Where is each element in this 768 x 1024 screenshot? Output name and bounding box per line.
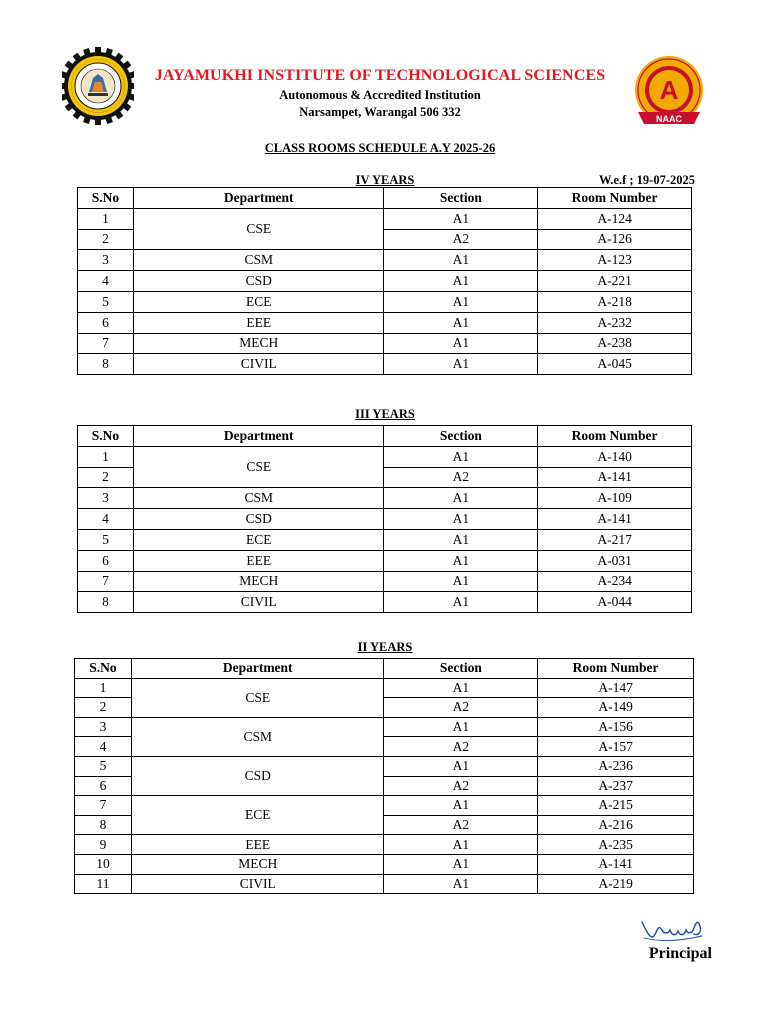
- room-number-cell: A-235: [538, 835, 694, 855]
- room-number-cell: A-141: [538, 854, 694, 874]
- table-row: [78, 333, 692, 354]
- institution-logo: [62, 46, 134, 126]
- schedule-table-iii-years: [77, 425, 692, 613]
- section-cell: A1: [384, 717, 538, 737]
- room-number-cell: A-123: [538, 250, 692, 271]
- room-number-cell: A-109: [538, 488, 692, 509]
- section-cell: A1: [384, 250, 538, 271]
- serial-number-cell: 6: [78, 312, 134, 333]
- department-cell: CSD: [131, 756, 384, 795]
- column-header: Department: [133, 426, 384, 447]
- serial-number-cell: 1: [78, 446, 134, 467]
- institution-subtitle: Autonomous & Accredited Institution: [279, 88, 481, 102]
- serial-number-cell: 8: [78, 592, 134, 613]
- table-header-row: [78, 188, 692, 209]
- department-cell: EEE: [133, 550, 384, 571]
- department-cell: CIVIL: [133, 592, 384, 613]
- room-number-cell: A-237: [538, 776, 694, 796]
- section-cell: A1: [384, 529, 538, 550]
- column-header: S.No: [78, 426, 134, 447]
- table-row: [75, 854, 694, 874]
- schedule-title-ii-years: II YEARS: [357, 640, 413, 654]
- table-row: [75, 835, 694, 855]
- column-header: S.No: [75, 659, 132, 679]
- table-row: [78, 271, 692, 292]
- section-cell: A1: [384, 854, 538, 874]
- room-number-cell: A-216: [538, 815, 694, 835]
- department-cell: CSM: [133, 488, 384, 509]
- table-row: [75, 796, 694, 816]
- room-number-cell: A-156: [538, 717, 694, 737]
- serial-number-cell: 6: [75, 776, 132, 796]
- table-row: [78, 488, 692, 509]
- column-header: Department: [131, 659, 384, 679]
- section-cell: A1: [384, 509, 538, 530]
- serial-number-cell: 4: [78, 271, 134, 292]
- department-cell: CSM: [131, 717, 384, 756]
- table-row: [78, 529, 692, 550]
- section-cell: A1: [384, 550, 538, 571]
- section-cell: A1: [384, 446, 538, 467]
- room-number-cell: A-234: [538, 571, 692, 592]
- serial-number-cell: 7: [78, 333, 134, 354]
- section-cell: A1: [384, 835, 538, 855]
- column-header: Room Number: [538, 426, 692, 447]
- room-number-cell: A-031: [538, 550, 692, 571]
- table-row: [78, 312, 692, 333]
- section-cell: A1: [384, 756, 538, 776]
- section-cell: A2: [384, 467, 538, 488]
- room-number-cell: A-157: [538, 737, 694, 757]
- table-row: [78, 509, 692, 530]
- naac-label: NAAC: [656, 114, 682, 124]
- institution-name: JAYAMUKHI INSTITUTE OF TECHNOLOGICAL SCIENCES: [154, 67, 606, 84]
- table-row: [75, 717, 694, 737]
- column-header: Section: [384, 426, 538, 447]
- serial-number-cell: 3: [78, 488, 134, 509]
- room-number-cell: A-147: [538, 678, 694, 698]
- column-header: Section: [384, 188, 538, 209]
- serial-number-cell: 4: [78, 509, 134, 530]
- serial-number-cell: 8: [75, 815, 132, 835]
- department-cell: MECH: [133, 333, 384, 354]
- table-row: [75, 756, 694, 776]
- room-number-cell: A-236: [538, 756, 694, 776]
- room-number-cell: A-219: [538, 874, 694, 894]
- serial-number-cell: 7: [75, 796, 132, 816]
- serial-number-cell: 5: [78, 529, 134, 550]
- section-cell: A1: [384, 488, 538, 509]
- serial-number-cell: 6: [78, 550, 134, 571]
- department-cell: EEE: [131, 835, 384, 855]
- table-header-row: [78, 426, 692, 447]
- department-cell: CSE: [133, 208, 384, 250]
- room-number-cell: A-217: [538, 529, 692, 550]
- serial-number-cell: 2: [75, 698, 132, 718]
- section-cell: A1: [384, 354, 538, 375]
- room-number-cell: A-221: [538, 271, 692, 292]
- serial-number-cell: 3: [78, 250, 134, 271]
- column-header: Department: [133, 188, 384, 209]
- table-row: [78, 250, 692, 271]
- section-cell: A1: [384, 874, 538, 894]
- section-cell: A1: [384, 312, 538, 333]
- serial-number-cell: 4: [75, 737, 132, 757]
- serial-number-cell: 2: [78, 229, 134, 250]
- room-number-cell: A-215: [538, 796, 694, 816]
- department-cell: ECE: [131, 796, 384, 835]
- table-row: [75, 678, 694, 698]
- schedule-title-iv-years: IV YEARS: [355, 173, 415, 187]
- room-number-cell: A-141: [538, 509, 692, 530]
- room-number-cell: A-044: [538, 592, 692, 613]
- table-row: [78, 354, 692, 375]
- section-cell: A2: [384, 815, 538, 835]
- room-number-cell: A-149: [538, 698, 694, 718]
- serial-number-cell: 5: [78, 291, 134, 312]
- table-row: [78, 550, 692, 571]
- naac-grade-letter: A: [659, 75, 679, 105]
- serial-number-cell: 1: [78, 208, 134, 229]
- room-number-cell: A-126: [538, 229, 692, 250]
- section-cell: A1: [384, 571, 538, 592]
- column-header: Room Number: [538, 659, 694, 679]
- room-number-cell: A-124: [538, 208, 692, 229]
- section-cell: A1: [384, 291, 538, 312]
- serial-number-cell: 8: [78, 354, 134, 375]
- department-cell: CSE: [133, 446, 384, 488]
- room-number-cell: A-238: [538, 333, 692, 354]
- principal-signature: [640, 916, 706, 944]
- table-row: [78, 592, 692, 613]
- serial-number-cell: 10: [75, 854, 132, 874]
- institution-address: Narsampet, Warangal 506 332: [299, 105, 461, 119]
- room-number-cell: A-141: [538, 467, 692, 488]
- serial-number-cell: 7: [78, 571, 134, 592]
- room-number-cell: A-045: [538, 354, 692, 375]
- serial-number-cell: 9: [75, 835, 132, 855]
- department-cell: CSD: [133, 271, 384, 292]
- naac-badge-logo: [628, 52, 710, 136]
- document-title: CLASS ROOMS SCHEDULE A.Y 2025-26: [264, 141, 496, 155]
- department-cell: CIVIL: [131, 874, 384, 894]
- section-cell: A2: [384, 776, 538, 796]
- schedule-table-iv-years: [77, 187, 692, 375]
- schedule-table-ii-years: [74, 658, 694, 894]
- table-header-row: [75, 659, 694, 679]
- department-cell: CSE: [131, 678, 384, 717]
- department-cell: CIVIL: [133, 354, 384, 375]
- section-cell: A1: [384, 796, 538, 816]
- department-cell: MECH: [131, 854, 384, 874]
- serial-number-cell: 2: [78, 467, 134, 488]
- schedule-title-iii-years: III YEARS: [355, 407, 415, 421]
- section-cell: A2: [384, 229, 538, 250]
- serial-number-cell: 5: [75, 756, 132, 776]
- serial-number-cell: 3: [75, 717, 132, 737]
- table-row: [75, 874, 694, 894]
- column-header: Room Number: [538, 188, 692, 209]
- with-effect-from-date: W.e.f ; 19-07-2025: [598, 173, 695, 187]
- table-row: [78, 208, 692, 229]
- column-header: S.No: [78, 188, 134, 209]
- room-number-cell: A-140: [538, 446, 692, 467]
- department-cell: MECH: [133, 571, 384, 592]
- section-cell: A1: [384, 678, 538, 698]
- section-cell: A1: [384, 592, 538, 613]
- department-cell: CSD: [133, 509, 384, 530]
- department-cell: ECE: [133, 291, 384, 312]
- section-cell: A2: [384, 737, 538, 757]
- signatory-title: Principal: [648, 945, 712, 962]
- column-header: Section: [384, 659, 538, 679]
- room-number-cell: A-232: [538, 312, 692, 333]
- serial-number-cell: 11: [75, 874, 132, 894]
- serial-number-cell: 1: [75, 678, 132, 698]
- room-number-cell: A-218: [538, 291, 692, 312]
- table-row: [78, 291, 692, 312]
- table-row: [78, 446, 692, 467]
- department-cell: CSM: [133, 250, 384, 271]
- table-row: [78, 571, 692, 592]
- department-cell: ECE: [133, 529, 384, 550]
- section-cell: A1: [384, 208, 538, 229]
- section-cell: A1: [384, 271, 538, 292]
- department-cell: EEE: [133, 312, 384, 333]
- section-cell: A1: [384, 333, 538, 354]
- section-cell: A2: [384, 698, 538, 718]
